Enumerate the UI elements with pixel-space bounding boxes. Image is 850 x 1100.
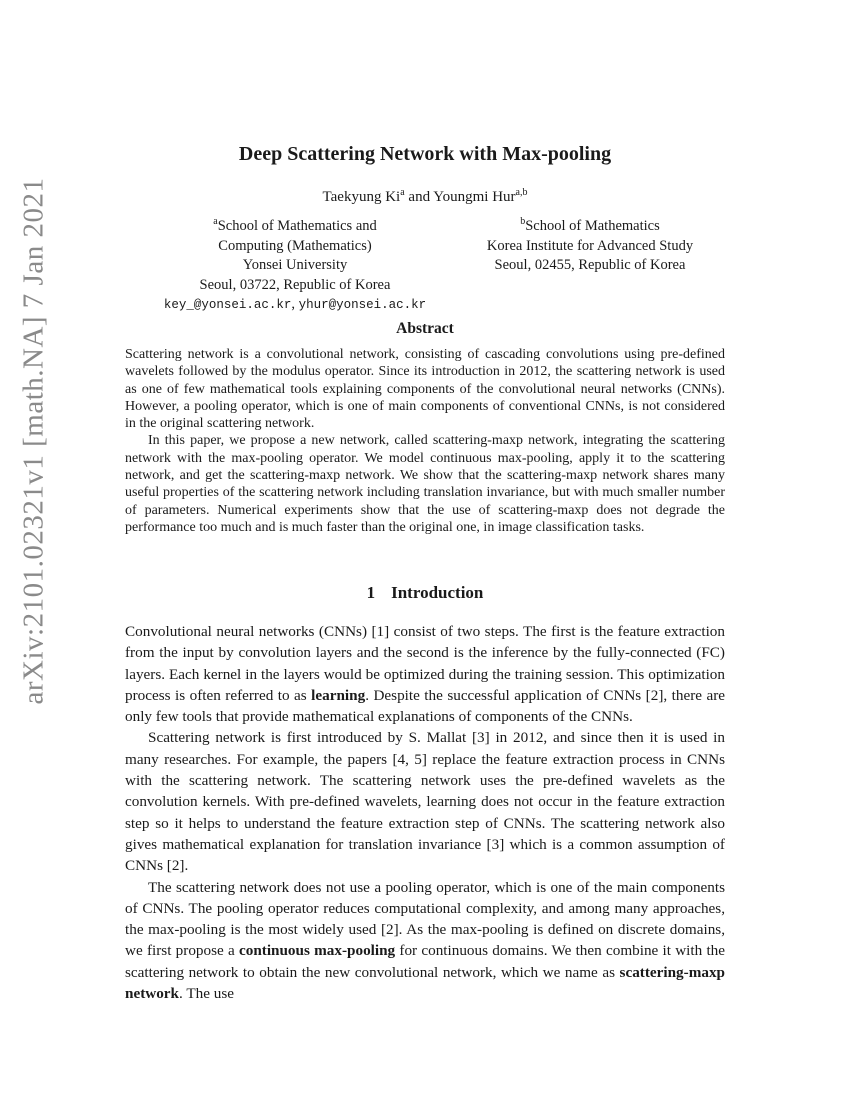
abstract-heading: Abstract [396,320,454,337]
section-number: 1 [366,583,376,602]
section-heading [125,583,725,603]
email-address[interactable]: key_@yonsei.ac.kr [163,298,292,312]
affiliation-marker: a [400,187,405,198]
arxiv-watermark [0,0,60,1100]
affiliation-line [145,217,445,237]
email-line: key_@yonsei.ac.kr, yhur@yonsei.ac.kr [163,296,427,312]
email-address[interactable]: yhur@yonsei.ac.kr [298,298,427,312]
affiliation-line: Seoul, 03722, Republic of Korea [199,276,391,293]
arxiv-identifier: arXiv:2101.02321v1 [math.NA] 7 Jan 2021 [17,177,50,705]
abstract-paragraph: Scattering network is a convolutional network, consisting of cascading convolutions using pre-defined wavelets followed by the modulus operator. Since its introduction in 2012, the scattering network is used as one of few mathematical tools explaining components of the convolutional neural networks (CNNs). However, a pooling operator, which is one of main components of conventional CNNs, is not considered in the original scattering network. [125,347,725,432]
affiliation-kias [445,217,735,276]
affiliation-text: School of Mathematics and [217,218,377,234]
emphasis-term: scattering-maxp network [125,963,725,1003]
author-name: Youngmi Hur [433,189,516,205]
affiliation-text: School of Mathematics [525,218,660,234]
body-paragraph: Scattering network is first introduced by S. Mallat [3] in 2012, and since then it is used in many researches. For example, the papers [4, 5] replace the feature extraction process in CNNs with the scattering network. The scattering network uses the pre-defined wavelets as the convolution kernels. With pre-defined wavelets, learning does not occur in the feature extraction step so it helps to understand the feature extraction step of CNNs. The scattering network also gives mathematical explanation for translation invariance [3] which is a common assumption of CNNs [2]. [125,729,725,875]
affiliation-line: Seoul, 02455, Republic of Korea [494,257,686,273]
abstract-paragraph: In this paper, we propose a new network, called scattering-maxp network, integrating the scattering network with the max-pooling operator. We model continuous max-pooling, apply it to the scattering network, and get the scattering-maxp network. We show that the scattering-maxp network shares many useful properties of the scattering network including translation invariance, but with much smaller number of parameters. Numerical experiments show that the use of scattering-maxp does not degrade the performance too much and is much faster than the original one, in image classification tasks. [125,433,725,535]
body-text: . Despite the successful application of CNNs [2], there are only few tools that provide mathematical explanations of components of the CNNs. [125,686,725,726]
abstract-body [125,346,725,536]
affiliation-line [445,217,735,237]
body-text: Convolutional neural networks (CNNs) [1] consist of two steps. The first is the feature extraction from the input by convolution layers and the second is the inference by the fully-connected (FC) layers. Each kernel in the layers would be optimized during the training session. This optimization process is often referred to as [125,623,725,704]
affiliation-line: Computing (Mathematics) [218,237,372,254]
body-text: The scattering network does not use a pooling operator, which is one of the main components of CNNs. The pooling operator reduces computational complexity, and among many approaches, the max-pooling is the most widely used [2]. As the max-pooling is defined on discrete domains, we first propose a [125,878,725,960]
body-paragraph [125,877,725,1005]
emphasis-term: learning [311,686,366,704]
section-title: Introduction [391,583,484,602]
author-conjunction: and [408,189,431,205]
author-name: Taekyung Ki [322,189,401,205]
affiliation-line: Korea Institute for Advanced Study [486,237,694,254]
body-text: . The use [179,985,234,1003]
paper-title: Deep Scattering Network with Max-pooling [238,143,612,165]
affiliation-line: Yonsei University [242,257,348,273]
affiliation-marker: b [520,216,526,227]
affiliation-marker: a [213,216,218,227]
affiliation-marker: a,b [515,187,528,198]
emphasis-term: continuous max-pooling [238,942,396,960]
author-line [125,189,725,206]
body-text: for continuous domains. We then combine it with the scattering network to obtain the new convolutional network, which we name as [125,942,726,981]
body-paragraph [125,621,725,727]
affiliation-yonsei [145,217,445,316]
introduction-body [125,621,725,1004]
